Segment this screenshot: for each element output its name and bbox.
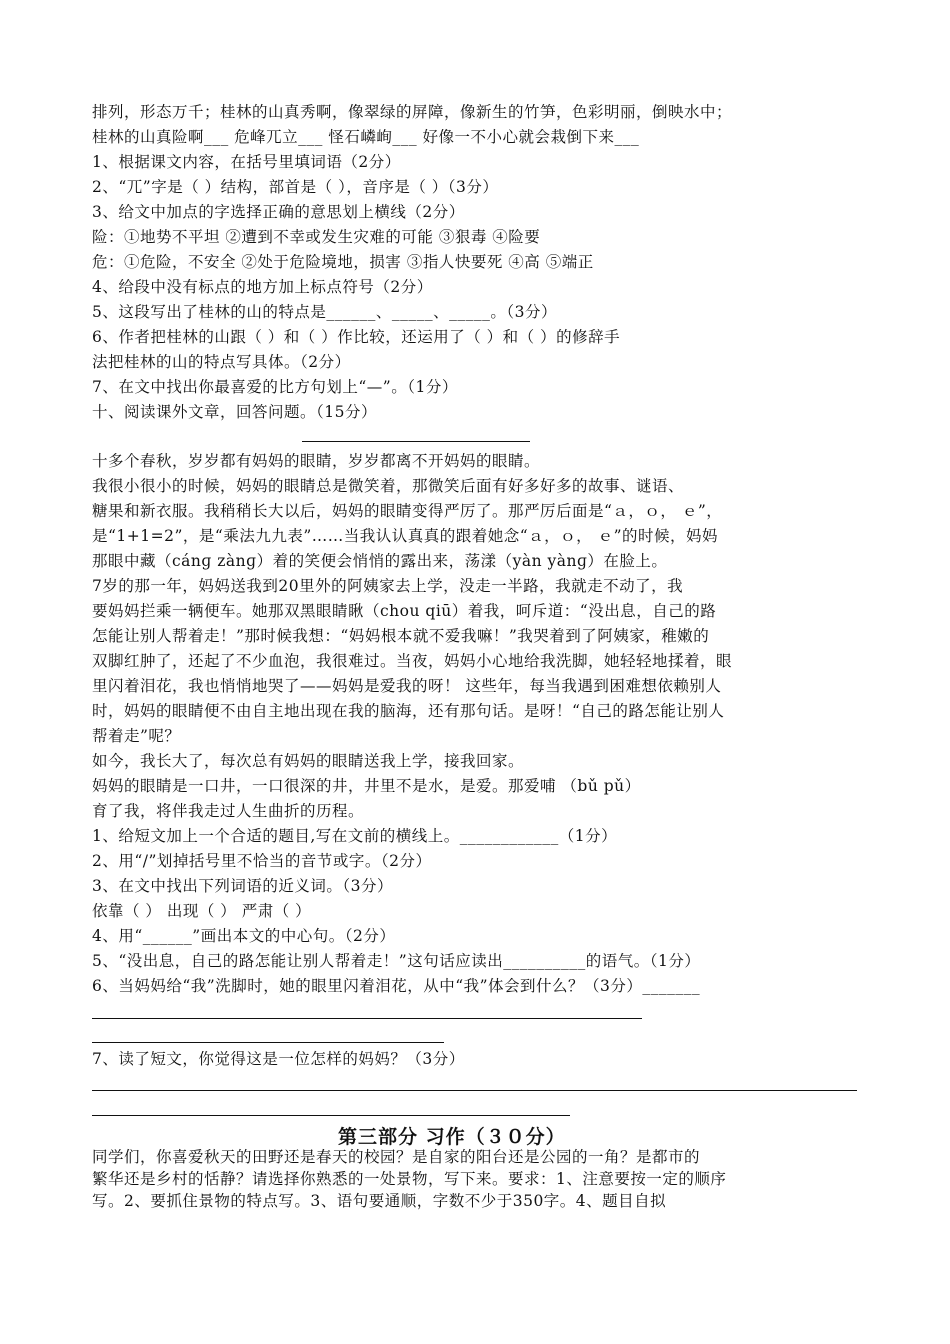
passage-line: 是“1+1=2”，是“乘法九九表”……当我认认真真的跟着她念“ａ，ｏ， ｅ”的时候，妈妈 xyxy=(92,527,719,545)
passage-line: 怎能让别人帮着走！”那时候我想：“妈妈根本就不爱我嘛！”我哭着到了阿姨家，稚嫩的 xyxy=(92,627,710,645)
answer-line xyxy=(92,1090,857,1091)
prompt-line: 繁华还是乡村的恬静？请选择你熟悉的一处景物，写下来。要求：1、注意要按一定的顺序 xyxy=(92,1170,727,1188)
question-line: 4、给段中没有标点的地方加上标点符号（2分） xyxy=(92,278,433,296)
passage-line: 里闪着泪花，我也悄悄地哭了——妈妈是爱我的呀！ 这些年，每当我遇到困难想依赖别人 xyxy=(92,677,722,695)
passage-line: 我很小很小的时候，妈妈的眼睛总是微笑着，那微笑后面有好多好多的故事、谜语、 xyxy=(92,477,685,495)
question-line: 7、读了短文，你觉得这是一位怎样的妈妈？（3分） xyxy=(92,1050,465,1068)
text-line: 排列，形态万千；桂林的山真秀啊，像翠绿的屏障，像新生的竹笋，色彩明丽，倒映水中； xyxy=(92,103,733,121)
prompt-line: 同学们，你喜爱秋天的田野还是春天的校园？是自家的阳台还是公园的一角？是都市的 xyxy=(92,1148,701,1166)
text-line: 桂林的山真险啊___ 危峰兀立___ 怪石嶙峋___ 好像一不小心就会栽倒下来___ xyxy=(92,128,640,146)
question-line: 3、给文中加点的字选择正确的意思划上横线（2分） xyxy=(92,203,465,221)
passage-line: 要妈妈拦乘一辆便车。她那双黑眼睛瞅（chou qiū）着我，呵斥道：“没出息，自己的路 xyxy=(92,602,717,620)
answer-line xyxy=(92,1115,570,1116)
passage-line: 双脚红肿了，还起了不少血泡，我很难过。当夜，妈妈小心地给我洗脚，她轻轻地揉着，眼 xyxy=(92,652,733,670)
passage-line: 帮着走”呢？ xyxy=(92,727,181,745)
question-line: 3、在文中找出下列词语的近义词。（3分） xyxy=(92,877,393,895)
question-line: 2、“兀”字是（ ）结构，部首是（ ），音序是（ ）（3分） xyxy=(92,178,499,196)
passage-line: 育了我，将伴我走过人生曲折的历程。 xyxy=(92,802,365,820)
passage-line: 妈妈的眼睛是一口井，一口很深的井，井里不是水，是爱。那爱哺 （bǔ pǔ） xyxy=(92,777,641,795)
passage-line: 糖果和新衣服。我稍稍长大以后，妈妈的眼睛变得严厉了。那严厉后面是“ａ，ｏ， ｅ”， xyxy=(92,502,723,520)
question-line: 6、当妈妈给“我”洗脚时，她的眼里闪着泪花，从中“我”体会到什么？（3分）_______ xyxy=(92,977,701,995)
question-line: 5、这段写出了桂林的山的特点是______、_____、_____。（3分） xyxy=(92,303,557,321)
passage-line: 如今，我长大了，每次总有妈妈的眼睛送我上学，接我回家。 xyxy=(92,752,525,770)
section-title: 十、阅读课外文章，回答问题。（15分） xyxy=(92,403,377,421)
passage-line: 时，妈妈的眼睛便不由自主地出现在我的脑海，还有那句话。是呀！“自己的路怎能让别人 xyxy=(92,702,725,720)
question-line: 1、根据课文内容，在括号里填词语（2分） xyxy=(92,153,401,171)
passage-line: 那眼中藏（cánɡ zànɡ）着的笑便会悄悄的露出来，荡漾（yàn yànɡ）在脸上。 xyxy=(92,552,668,570)
passage-line: 十多个春秋，岁岁都有妈妈的眼睛，岁岁都离不开妈妈的眼睛。 xyxy=(92,452,541,470)
question-line: 6、作者把桂林的山跟（ ）和（ ）作比较，还运用了（ ）和（ ）的修辞手 xyxy=(92,328,621,346)
question-line: 5、“没出息，自己的路怎能让别人帮着走！”这句话应读出__________的语气。（1分） xyxy=(92,952,701,970)
section-heading: 第三部分 习作（３０分） xyxy=(338,1126,566,1148)
option-line: 险：①地势不平坦 ②遭到不幸或发生灾难的可能 ③狠毒 ④险要 xyxy=(92,228,541,246)
question-line: 依靠（ ） 出现（ ） 严肃（ ） xyxy=(92,902,312,920)
question-line: 4、用“______”画出本文的中心句。（2分） xyxy=(92,927,396,945)
question-line: 法把桂林的山的特点写具体。（2分） xyxy=(92,353,351,371)
passage-line: 7岁的那一年，妈妈送我到20里外的阿姨家去上学，没走一半路，我就走不动了，我 xyxy=(92,577,684,595)
title-blank-line xyxy=(302,441,530,442)
answer-line xyxy=(92,1018,642,1019)
question-line: 7、在文中找出你最喜爱的比方句划上“—”。（1分） xyxy=(92,378,458,396)
option-line: 危：①危险，不安全 ②处于危险境地，损害 ③指人快要死 ④高 ⑤端正 xyxy=(92,253,594,271)
question-line: 2、用“/”划掉括号里不恰当的音节或字。（2分） xyxy=(92,852,432,870)
answer-line xyxy=(92,1042,444,1043)
prompt-line: 写。2、要抓住景物的特点写。3、语句要通顺，字数不少于350字。4、题目自拟 xyxy=(92,1192,667,1210)
question-line: 1、给短文加上一个合适的题目,写在文前的横线上。____________（1分） xyxy=(92,827,618,845)
